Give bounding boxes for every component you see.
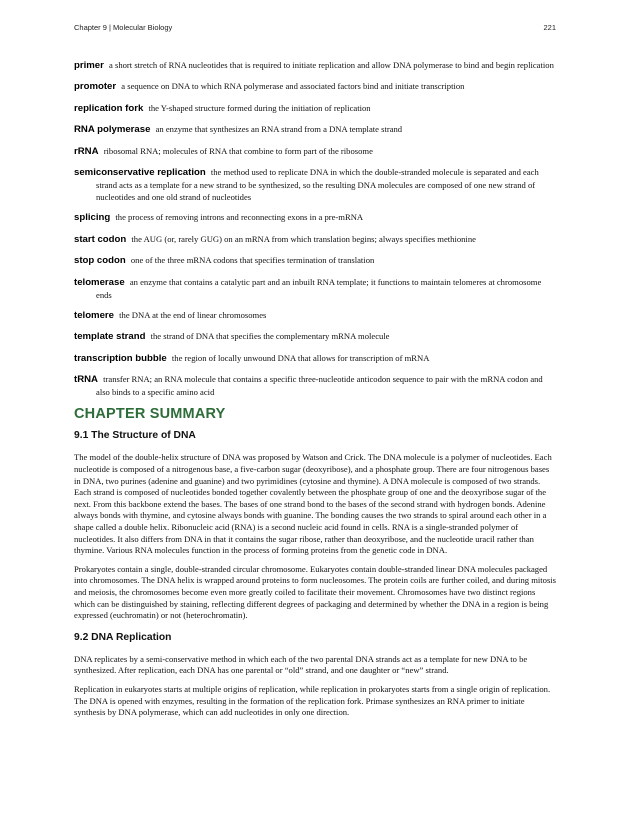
glossary-list (74, 59, 557, 398)
glossary-entry (74, 145, 557, 158)
glossary-definition: transfer RNA; an RNA molecule that contains a specific three-nucleotide anticodon sequence to pair with the mRNA codon and also binds to a specific amino acid (96, 374, 543, 398)
section-heading: 9.2 DNA Replication (74, 631, 172, 643)
summary-paragraph: DNA replicates by a semi-conservative method in which each of the two parental DNA strands act as a template for new DNA to be synthesized. After replication, each DNA has one parental or “old” strand, and one daughter or “new” strand. (74, 653, 528, 676)
glossary-term: primer (74, 60, 104, 71)
glossary-term: telomerase (74, 276, 125, 288)
glossary-entry (74, 373, 557, 398)
glossary-definition: a short stretch of RNA nucleotides that is required to initiate replication and allow DNA polymerase to bind and begin replication (109, 60, 554, 70)
glossary-term: tRNA (74, 374, 98, 386)
chapter-label: Chapter 9 | Molecular Biology (74, 23, 173, 32)
glossary-term: splicing (74, 212, 111, 224)
page-number: 221 (543, 23, 556, 32)
glossary-term: start codon (74, 233, 127, 245)
glossary-term: RNA polymerase (74, 124, 151, 136)
glossary-definition: the AUG (or, rarely GUG) on an mRNA from which translation begins; always specifies methionine (131, 233, 476, 244)
glossary-entry (74, 102, 557, 115)
glossary-entry (74, 80, 557, 93)
glossary-entry (74, 166, 557, 203)
glossary-definition: an enzyme that contains a catalytic part and an inbuilt RNA template; it functions to maintain telomeres at chromosome ends (96, 276, 542, 300)
glossary-entry (74, 330, 557, 343)
glossary-definition: the region of locally unwound DNA that allows for transcription of mRNA (171, 352, 430, 363)
glossary-entry (74, 211, 557, 224)
glossary-term: transcription bubble (74, 352, 167, 364)
glossary-term: telomere (74, 309, 114, 321)
section-heading: 9.1 The Structure of DNA (74, 430, 196, 442)
summary-paragraph: Replication in eukaryotes starts at multiple origins of replication, while replication in prokaryotes starts from a single origin of replication. The DNA is opened with enzymes, resulting in the formation of the replication fork. Primase synthesizes an RNA primer to initiate synthesis by DNA polymerase, which can add nucleotides in only one direction. (74, 683, 551, 718)
glossary-entry (74, 59, 557, 72)
glossary-definition: one of the three mRNA codons that specifies termination of translation (130, 255, 375, 266)
glossary-term: rRNA (74, 145, 99, 157)
glossary-definition: the strand of DNA that specifies the complementary mRNA molecule (150, 331, 390, 342)
glossary-entry (74, 352, 557, 365)
glossary-term: stop codon (74, 255, 126, 267)
glossary-entry (74, 309, 557, 322)
glossary-definition: a sequence on DNA to which RNA polymerase and associated factors bind and initiate transcription (121, 81, 465, 92)
glossary-definition: the DNA at the end of linear chromosomes (119, 309, 267, 320)
chapter-summary-heading: CHAPTER SUMMARY (74, 406, 226, 423)
summary-paragraph: The model of the double-helix structure of DNA was proposed by Watson and Crick. The DNA molecule is a polymer of nucleotides. Each nucleotide is composed of a nitrogenous base, a five-carbon sugar (deoxyribose), and a phosphate group. There are four nitrogenous bases in DNA, two purines (adenine and guanine) and two pyrimidines (cytosine and thymine). A DNA molecule is composed of two strands. Each strand is composed of nucleotides bonded together covalently between the phosphate group of one and the deoxyribose sugar of the next. From this backbone extend the bases. The bases of one strand bond to the bases of the second strand with hydrogen bonds. Adenine always bonds with thymine, and cytosine always bonds with guanine. The bonding causes the two strands to spiral around each other in a shape called a double helix. Ribonucleic acid (RNA) is a second nucleic acid found in cells. RNA is a single-stranded polymer of nucleotides. It also differs from DNA in that it contains the sugar ribose, rather than deoxyribose, and the nucleotide uracil rather than thymine. Various RNA molecules function in the process of forming proteins from the genetic code in DNA. (74, 452, 552, 556)
glossary-entry (74, 123, 557, 136)
glossary-definition: the Y-shaped structure formed during the initiation of replication (148, 102, 371, 113)
glossary-definition: the method used to replicate DNA in which the double-stranded molecule is separated and each strand acts as a template for a new strand to be synthesized, so the resulting DNA molecules are composed of one new strand of nucleotides and one old strand of nucleotides (96, 166, 539, 202)
glossary-definition: ribosomal RNA; molecules of RNA that combine to form part of the ribosome (103, 145, 373, 156)
glossary-entry (74, 254, 557, 267)
glossary-entry (74, 276, 557, 301)
page-content (74, 59, 557, 719)
glossary-term: semiconservative replication (74, 166, 206, 178)
glossary-definition: an enzyme that synthesizes an RNA strand from a DNA template strand (155, 124, 403, 135)
glossary-term: replication fork (74, 102, 144, 114)
summary-paragraph: Prokaryotes contain a single, double-stranded circular chromosome. Eukaryotes contain double-stranded linear DNA molecules packaged into chromosomes. The DNA helix is wrapped around proteins to form nucleosomes. The protein coils are further coiled, and during mitosis and meiosis, the chromosomes become even more greatly coiled to facilitate their movement. Chromosomes have two distinct regions which can be distinguished by staining, reflecting different degrees of packaging and determined by whether the DNA in a region is being expressed (euchromatin) or not (heterochromatin). (74, 563, 557, 621)
glossary-term: promoter (74, 81, 117, 93)
glossary-term: template strand (74, 331, 146, 343)
glossary-entry (74, 233, 557, 246)
glossary-definition: the process of removing introns and reconnecting exons in a pre-mRNA (115, 212, 364, 223)
